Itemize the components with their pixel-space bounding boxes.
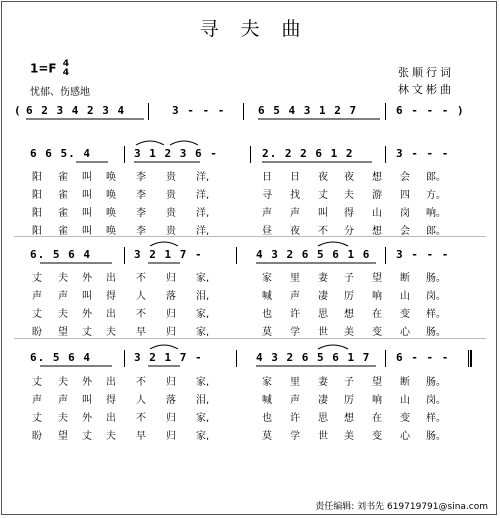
intro-measure-3: 6 5 4 3 1 2 7	[258, 104, 358, 117]
lyric-syllable: 雀	[58, 172, 68, 183]
lyric-syllable: 山	[400, 395, 410, 406]
lyric-syllable: 李	[136, 208, 146, 219]
lyric-syllable: 洋,	[196, 190, 210, 201]
lyric-syllable: 雀	[58, 208, 68, 219]
lyric-syllable: 凄	[318, 395, 328, 406]
lyric-syllable: 家	[262, 273, 272, 284]
lyric-syllable: 丈	[82, 431, 92, 442]
mood-marking: 忧郁、伤感地	[30, 87, 90, 98]
lyric-syllable: 丈	[32, 273, 42, 284]
lyric-syllable: 游	[372, 190, 382, 201]
lyric-syllable: 喊	[262, 395, 272, 406]
lyric-syllable: 厉	[344, 291, 354, 302]
lyric-syllable: 响	[372, 395, 382, 406]
lyric-syllable: 贵	[166, 208, 176, 219]
lyric-syllable: 思	[318, 309, 328, 320]
slur-mark	[150, 345, 178, 349]
lyric-syllable: 夫	[58, 413, 68, 424]
lyric-syllable: 出	[106, 309, 116, 320]
footer-credit: 责任编辑: 刘书先 619719791@sina.com	[315, 502, 488, 512]
lyric-syllable: 外	[82, 377, 92, 388]
lyric-syllable: 望	[372, 273, 382, 284]
slur-mark	[318, 242, 348, 246]
intro-measure-4: 6 - - - )	[396, 104, 465, 117]
lyric-syllable: 厉	[344, 395, 354, 406]
lyric-syllable: 家	[262, 377, 272, 388]
lyric-syllable: 声	[290, 208, 300, 219]
lyric-syllable: 出	[106, 413, 116, 424]
s1-measure-3: 2. 2 2 6 1 2	[262, 147, 354, 160]
lyric-syllable: 响	[372, 291, 382, 302]
lyric-syllable: 在	[372, 413, 382, 424]
lyric-syllable: 李	[136, 172, 146, 183]
intro-open-paren: (	[14, 104, 22, 117]
lyric-syllable: 家,	[196, 309, 210, 320]
lyric-syllable: 夜	[318, 172, 328, 183]
lyric-syllable: 断	[400, 273, 410, 284]
lyric-syllable: 叫	[82, 291, 92, 302]
lyric-syllable: 李	[136, 190, 146, 201]
lyric-syllable: 望	[372, 377, 382, 388]
s2-measure-4: 3 - - -	[396, 248, 450, 261]
lyric-syllable: 想	[372, 172, 382, 183]
lyric-syllable: 学	[290, 431, 300, 442]
lyric-syllable: 断	[400, 377, 410, 388]
lyric-syllable: 声	[290, 395, 300, 406]
lyric-syllable: 会	[400, 172, 410, 183]
lyric-syllable: 莫	[262, 327, 272, 338]
lyric-syllable: 家,	[196, 377, 210, 388]
lyric-syllable: 洋,	[196, 226, 210, 237]
lyric-syllable: 丈	[318, 190, 328, 201]
lyric-syllable: 夫	[106, 431, 116, 442]
lyric-syllable: 丈	[32, 377, 42, 388]
lyric-syllable: 早	[136, 327, 146, 338]
lyric-syllable: 方。	[426, 190, 446, 201]
lyric-syllable: 会	[400, 226, 410, 237]
lyric-syllable: 许	[290, 309, 300, 320]
lyric-syllable: 叫	[82, 190, 92, 201]
lyric-syllable: 得	[106, 395, 116, 406]
s3-measure-1: 6. 5 6 4	[30, 351, 91, 364]
s1-measure-4: 3 - - -	[396, 147, 450, 160]
lyric-syllable: 外	[82, 273, 92, 284]
lyric-syllable: 出	[106, 273, 116, 284]
s3-measure-4: 6 - - -	[396, 351, 450, 364]
lyric-syllable: 望	[58, 327, 68, 338]
lyric-syllable: 声	[262, 208, 272, 219]
lyric-syllable: 凄	[318, 291, 328, 302]
lyric-syllable: 寻	[262, 190, 272, 201]
s2-measure-3: 4 3 2 6 5 6 1 6	[256, 248, 371, 261]
lyric-syllable: 不	[136, 377, 146, 388]
intro-measure-1: 6 2 3 4 2 3 4	[26, 104, 126, 117]
lyric-syllable: 叫	[82, 226, 92, 237]
slur-mark	[136, 141, 164, 145]
lyric-syllable: 归	[166, 327, 176, 338]
lyric-syllable: 昼	[262, 226, 272, 237]
lyric-syllable: 学	[290, 327, 300, 338]
lyric-syllable: 丈	[32, 413, 42, 424]
lyric-syllable: 四	[400, 190, 410, 201]
s1-measure-1: 6 6 5. 4	[30, 147, 91, 160]
lyric-syllable: 得	[344, 208, 354, 219]
lyric-syllable: 泪,	[196, 395, 210, 406]
lyric-syllable: 肠。	[426, 431, 446, 442]
lyric-syllable: 想	[344, 413, 354, 424]
lyric-syllable: 雀	[58, 190, 68, 201]
lyric-syllable: 唤	[106, 190, 116, 201]
lyric-syllable: 盼	[32, 431, 42, 442]
lyric-syllable: 夫	[58, 377, 68, 388]
lyric-syllable: 声	[58, 291, 68, 302]
key-label: 1=F	[30, 61, 57, 76]
lyric-syllable: 洋,	[196, 208, 210, 219]
lyric-syllable: 变	[400, 309, 410, 320]
lyric-syllable: 子	[344, 273, 354, 284]
lyric-syllable: 分	[344, 226, 354, 237]
song-title: 寻夫曲	[199, 18, 323, 40]
lyricist-credit: 张顺行词	[398, 66, 454, 79]
lyric-syllable: 盼	[32, 327, 42, 338]
lyric-syllable: 也	[262, 413, 272, 424]
lyric-syllable: 岗。	[426, 291, 446, 302]
lyric-syllable: 夜	[344, 172, 354, 183]
lyric-syllable: 肠。	[426, 327, 446, 338]
lyric-syllable: 落	[166, 395, 176, 406]
lyric-syllable: 贵	[166, 172, 176, 183]
lyric-syllable: 夫	[106, 327, 116, 338]
lyric-syllable: 郎。	[426, 172, 446, 183]
lyric-syllable: 人	[136, 395, 146, 406]
lyric-syllable: 莫	[262, 431, 272, 442]
lyric-syllable: 叫	[82, 395, 92, 406]
lyric-syllable: 找	[290, 190, 300, 201]
lyric-syllable: 唤	[106, 172, 116, 183]
s1-measure-2: 3 1 2 3 6 -	[134, 147, 218, 160]
lyric-syllable: 叫	[82, 172, 92, 183]
lyric-syllable: 想	[372, 226, 382, 237]
slur-mark	[318, 345, 348, 349]
lyric-syllable: 美	[344, 431, 354, 442]
lyric-syllable: 思	[318, 413, 328, 424]
lyric-syllable: 贵	[166, 226, 176, 237]
lyric-syllable: 山	[400, 291, 410, 302]
intro-measure-2: 3 - - -	[172, 104, 226, 117]
lyric-syllable: 夫	[58, 273, 68, 284]
lyric-syllable: 岗。	[426, 395, 446, 406]
lyric-syllable: 不	[136, 309, 146, 320]
lyric-syllable: 人	[136, 291, 146, 302]
composer-credit: 林文彬曲	[398, 83, 454, 96]
lyric-syllable: 出	[106, 377, 116, 388]
slur-mark	[150, 242, 178, 246]
lyric-syllable: 泪,	[196, 291, 210, 302]
lyric-syllable: 落	[166, 291, 176, 302]
lyric-syllable: 喊	[262, 291, 272, 302]
lyric-syllable: 家,	[196, 413, 210, 424]
lyric-syllable: 妻	[318, 273, 328, 284]
lyric-syllable: 日	[262, 172, 272, 183]
lyric-syllable: 响。	[426, 208, 446, 219]
s3-measure-3: 4 3 2 6 5 6 1 7	[256, 351, 371, 364]
lyric-syllable: 得	[106, 291, 116, 302]
lyric-syllable: 雀	[58, 226, 68, 237]
lyric-syllable: 望	[58, 431, 68, 442]
lyric-syllable: 变	[372, 431, 382, 442]
lyric-syllable: 归	[166, 273, 176, 284]
lyric-syllable: 想	[344, 309, 354, 320]
lyric-syllable: 肠。	[426, 377, 446, 388]
lyric-syllable: 肠。	[426, 273, 446, 284]
lyric-syllable: 丈	[82, 327, 92, 338]
lyric-syllable: 声	[32, 291, 42, 302]
s3-measure-2: 3 2 1 7 -	[134, 351, 203, 364]
lyric-syllable: 归	[166, 413, 176, 424]
lyric-syllable: 心	[400, 327, 410, 338]
lyric-syllable: 样。	[426, 413, 446, 424]
lyric-syllable: 郎。	[426, 226, 446, 237]
lyric-syllable: 不	[136, 413, 146, 424]
lyric-syllable: 阳	[32, 208, 42, 219]
lyric-syllable: 山	[372, 208, 382, 219]
lyric-syllable: 变	[400, 413, 410, 424]
lyric-syllable: 阳	[32, 190, 42, 201]
lyric-syllable: 归	[166, 377, 176, 388]
lyric-syllable: 叫	[82, 208, 92, 219]
lyric-syllable: 外	[82, 309, 92, 320]
lyric-syllable: 贵	[166, 190, 176, 201]
lyric-syllable: 唤	[106, 226, 116, 237]
lyric-syllable: 许	[290, 413, 300, 424]
lyric-syllable: 不	[318, 226, 328, 237]
lyric-syllable: 丈	[32, 309, 42, 320]
lyric-syllable: 夫	[344, 190, 354, 201]
lyric-syllable: 叫	[318, 208, 328, 219]
lyric-syllable: 归	[166, 309, 176, 320]
lyric-syllable: 阳	[32, 226, 42, 237]
lyric-syllable: 样。	[426, 309, 446, 320]
lyric-syllable: 岗	[400, 208, 410, 219]
lyric-syllable: 唤	[106, 208, 116, 219]
lyric-syllable: 李	[136, 226, 146, 237]
lyric-syllable: 世	[318, 327, 328, 338]
lyric-syllable: 也	[262, 309, 272, 320]
lyric-syllable: 日	[290, 172, 300, 183]
lyric-syllable: 心	[400, 431, 410, 442]
lyric-syllable: 在	[372, 309, 382, 320]
lyric-syllable: 声	[58, 395, 68, 406]
lyric-syllable: 早	[136, 431, 146, 442]
meter-bottom: 4	[62, 68, 70, 78]
lyric-syllable: 洋,	[196, 172, 210, 183]
lyric-syllable: 里	[290, 273, 300, 284]
lyric-syllable: 里	[290, 377, 300, 388]
lyric-syllable: 不	[136, 273, 146, 284]
lyric-syllable: 外	[82, 413, 92, 424]
lyric-syllable: 子	[344, 377, 354, 388]
lyric-syllable: 美	[344, 327, 354, 338]
lyric-syllable: 夜	[290, 226, 300, 237]
slur-mark	[170, 141, 198, 145]
s2-measure-1: 6. 5 6 4	[30, 248, 91, 261]
lyric-syllable: 世	[318, 431, 328, 442]
lyric-syllable: 声	[290, 291, 300, 302]
meter-top: 4	[62, 59, 70, 69]
lyric-syllable: 变	[372, 327, 382, 338]
lyric-syllable: 妻	[318, 377, 328, 388]
lyric-syllable: 家,	[196, 431, 210, 442]
lyric-syllable: 夫	[58, 309, 68, 320]
lyric-syllable: 归	[166, 431, 176, 442]
lyric-syllable: 阳	[32, 172, 42, 183]
lyric-syllable: 家,	[196, 273, 210, 284]
s2-measure-2: 3 2 1 7 -	[134, 248, 203, 261]
lyric-syllable: 家,	[196, 327, 210, 338]
lyric-syllable: 声	[32, 395, 42, 406]
